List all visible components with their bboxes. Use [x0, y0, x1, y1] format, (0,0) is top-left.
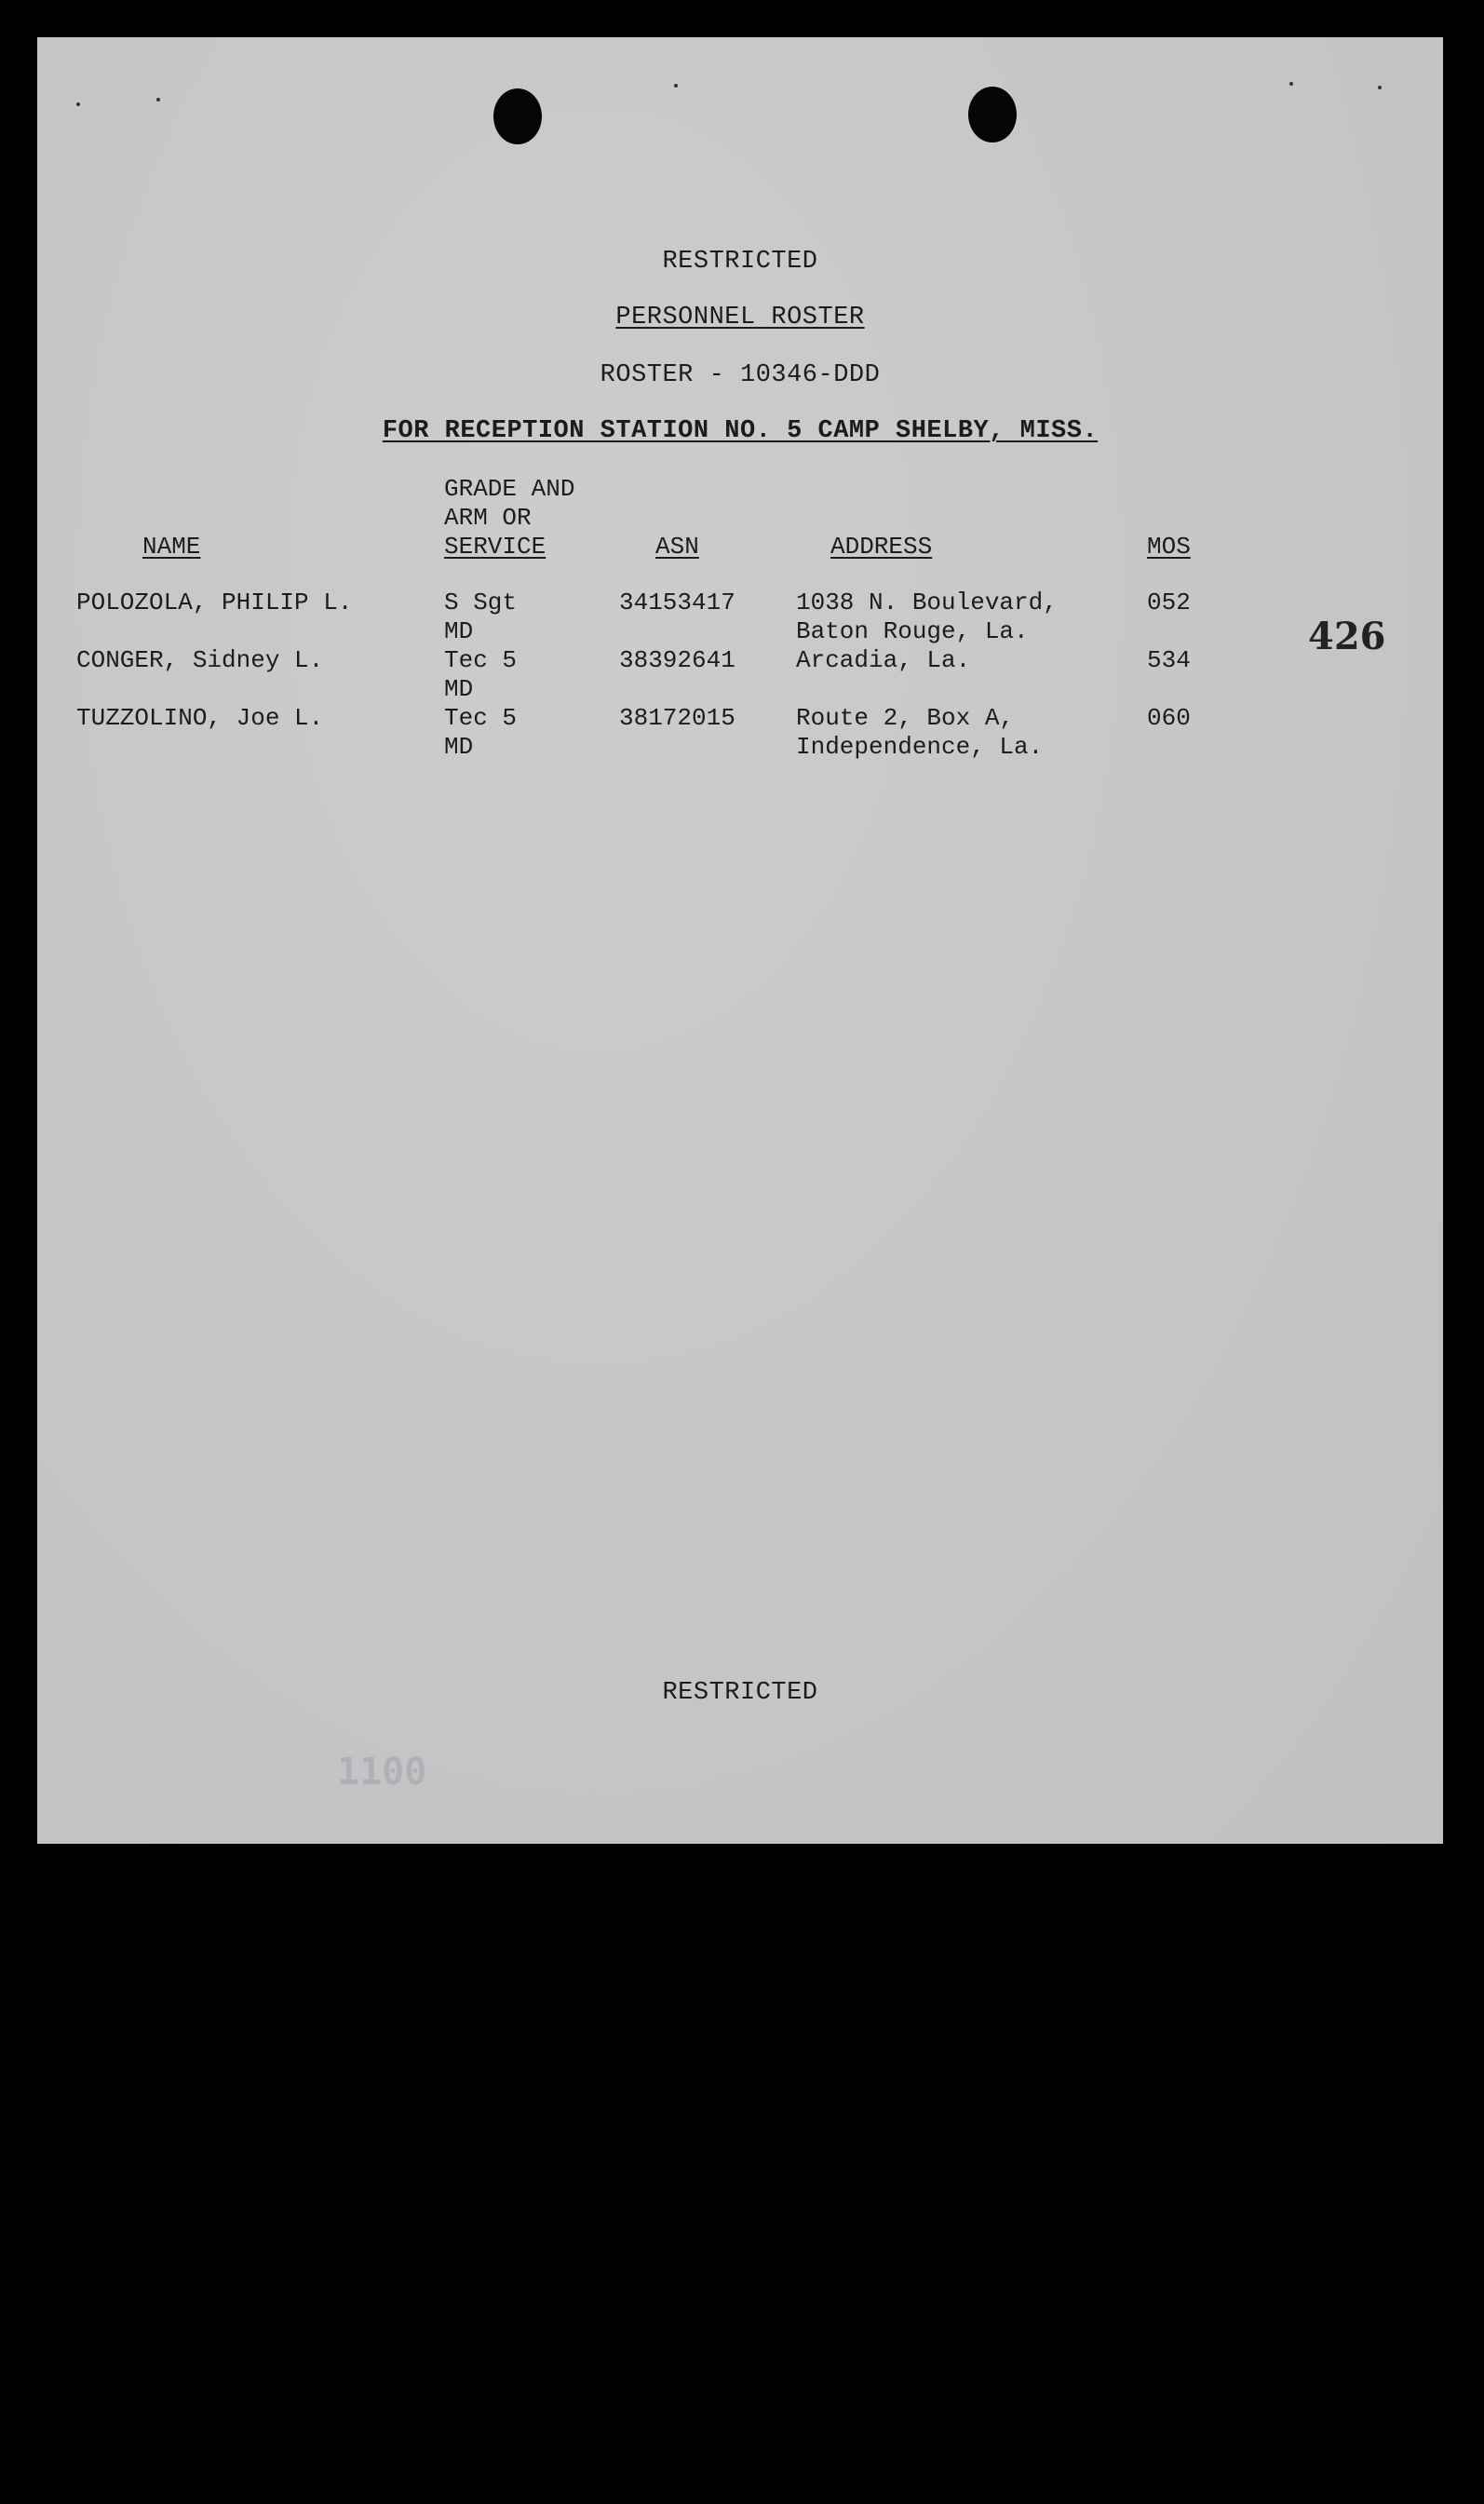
row2-service: MD	[444, 675, 474, 703]
header-grade-line1: GRADE AND	[444, 475, 575, 503]
row1-address-line1: 1038 N. Boulevard,	[796, 589, 1058, 616]
header-name: NAME	[142, 533, 201, 561]
roster-number: ROSTER - 10346-DDD	[600, 361, 881, 389]
header-grade-line2: ARM OR	[444, 504, 532, 532]
punch-hole-left	[493, 88, 542, 144]
row3-address-line1: Route 2, Box A,	[796, 704, 1015, 732]
speck	[1289, 82, 1293, 86]
row2-address-line1: Arcadia, La.	[796, 646, 971, 674]
row1-address-line2: Baton Rouge, La.	[796, 617, 1029, 645]
page-number: 426	[1308, 615, 1386, 658]
row3-asn: 38172015	[619, 704, 735, 732]
row3-address-line2: Independence, La.	[796, 733, 1044, 761]
document-title: PERSONNEL ROSTER	[615, 304, 865, 332]
row1-service: MD	[444, 617, 474, 645]
row2-name: CONGER, Sidney L.	[76, 646, 324, 674]
stamp-number: 1100	[337, 1751, 427, 1793]
row1-mos: 052	[1147, 589, 1191, 616]
row2-mos: 534	[1147, 646, 1191, 674]
speck	[156, 98, 160, 102]
row2-grade: Tec 5	[444, 646, 518, 674]
row3-mos: 060	[1147, 704, 1191, 732]
row3-grade: Tec 5	[444, 704, 518, 732]
station-line: FOR RECEPTION STATION NO. 5 CAMP SHELBY, MISS.	[382, 417, 1099, 445]
header-grade-line3: SERVICE	[444, 533, 546, 561]
document-page	[37, 37, 1443, 1844]
speck	[1378, 86, 1382, 89]
speck	[674, 84, 678, 88]
footer-restricted: RESTRICTED	[662, 1679, 818, 1707]
row3-service: MD	[444, 733, 474, 761]
row1-grade: S Sgt	[444, 589, 518, 616]
header-asn: ASN	[655, 533, 699, 561]
header-address: ADDRESS	[830, 533, 933, 561]
header-restricted: RESTRICTED	[662, 248, 818, 276]
punch-hole-right	[968, 87, 1017, 142]
header-mos: MOS	[1147, 533, 1191, 561]
row2-asn: 38392641	[619, 646, 735, 674]
row1-asn: 34153417	[619, 589, 735, 616]
row3-name: TUZZOLINO, Joe L.	[76, 704, 324, 732]
speck	[76, 102, 80, 106]
row1-name: POLOZOLA, PHILIP L.	[76, 589, 353, 616]
